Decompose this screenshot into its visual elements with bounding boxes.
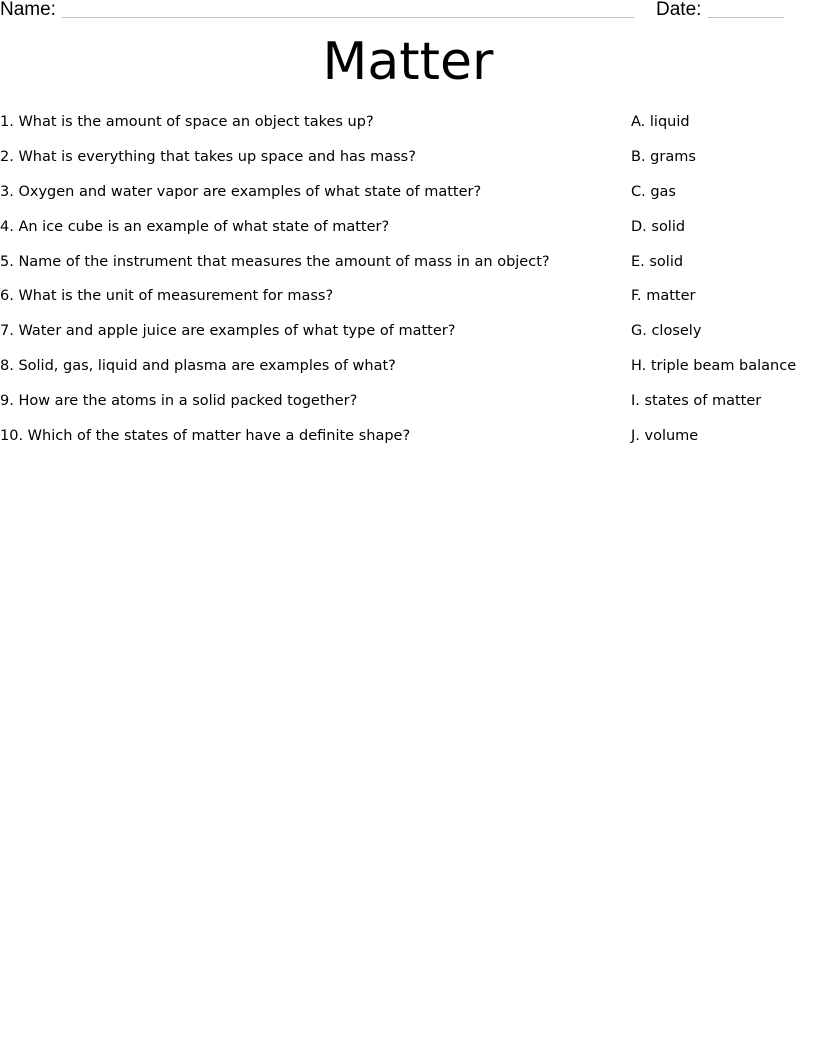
answer-item: F. matter [631,288,696,305]
page-title: Matter [322,32,494,92]
answer-item: E. solid [631,253,684,270]
answer-item: I. states of matter [631,393,762,410]
question-item: 10. Which of the states of matter have a definite shape? [0,428,411,445]
question-item: 3. Oxygen and water vapor are examples of what state of matter? [0,183,482,200]
answer-item: G. closely [631,323,702,340]
question-item: 2. What is everything that takes up space and has mass? [0,148,416,165]
date-blank-line [708,17,784,18]
answer-item: J. volume [631,428,699,445]
question-item: 4. An ice cube is an example of what state of matter? [0,218,390,235]
worksheet-header [0,0,816,24]
date-label: Date: [656,0,702,20]
name-label: Name: [0,0,56,20]
question-item: 5. Name of the instrument that measures the amount of mass in an object? [0,253,550,270]
answer-item: D. solid [631,218,686,235]
answer-item: C. gas [631,183,676,200]
question-item: 9. How are the atoms in a solid packed together? [0,393,358,410]
question-item: 6. What is the unit of measurement for mass? [0,288,334,305]
answer-item: H. triple beam balance [631,358,797,375]
question-list [0,111,610,460]
answer-item: A. liquid [631,114,690,130]
name-blank-line [62,17,634,18]
question-item: 8. Solid, gas, liquid and plasma are examples of what? [0,358,396,375]
answer-item: B. grams [631,148,696,165]
answer-list [631,111,816,460]
question-item: 7. Water and apple juice are examples of what type of matter? [0,323,456,340]
question-item: 1. What is the amount of space an object takes up? [0,114,374,130]
